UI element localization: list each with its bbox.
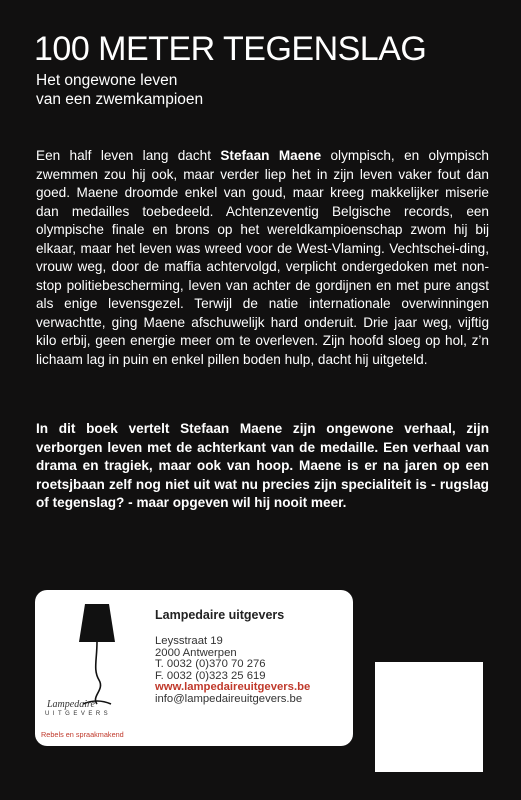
publisher-card bbox=[35, 590, 353, 746]
address-phone: T. 0032 (0)370 70 276 bbox=[155, 658, 266, 671]
publisher-website-link[interactable]: www.lampedaireuitgevers.be bbox=[155, 681, 311, 694]
subtitle-line-1: Het ongewone leven bbox=[36, 72, 178, 89]
logo-tagline: Rebels en spraakmakend bbox=[41, 730, 124, 739]
address-street: Leysstraat 19 bbox=[155, 635, 223, 647]
book-subtitle bbox=[36, 71, 203, 109]
subtitle-line-2: van een zwemkampioen bbox=[36, 91, 204, 108]
blurb-p1-rest: olympisch, en olympisch zwemmen zou hij ook, maar verder liep het in zijn leven vaker fout dan goed. Maene droomde enkel van goud, maar kreeg makkelijker miserie dan medailles toebedeeld. Achtenzeventig Belgische records, een olympische finale en brons op het wereldkampioenschap zwom hij bij elkaar, maar het leven was wreed voor de West-Vlaming. Vechtschei-ding, vrouw weg, door de maffia achtervolgd, verplicht ondergedoken met non-stop politiebescherming, leven van achter de gordijnen en met pure angst als enige levensgezel. Terwijl de natie internationale overwinningen verwachtte, ging Maene afschuwelijk hard onderuit. Drie jaar weg, vijftig kilo erbij, geen energie meer om te overleven. Zijn hoofd sloeg op hol, z’n lichaam lag in puin en enkel pillen boden hulp, dacht hij uitgeteld. bbox=[36, 148, 489, 367]
blurb-paragraph-1 bbox=[36, 147, 489, 369]
blurb-p1-start: Een half leven lang dacht bbox=[36, 148, 221, 163]
address-city: 2000 Antwerpen bbox=[155, 646, 237, 659]
publisher-name: Lampedaire uitgevers bbox=[155, 608, 285, 622]
logo-subtext: UITGEVERS bbox=[45, 711, 112, 717]
address-fax: F. 0032 (0)323 25 619 bbox=[155, 669, 266, 682]
publisher-address bbox=[155, 636, 310, 706]
barcode-area bbox=[375, 662, 483, 772]
logo-wordmark: Lampedaire bbox=[47, 699, 95, 710]
publisher-email-link[interactable]: info@lampedaireuitgevers.be bbox=[155, 692, 303, 705]
book-title: 100 METER TEGENSLAG bbox=[34, 30, 427, 68]
floor-lamp-logo-icon bbox=[47, 600, 147, 740]
blurb-p1-name: Stefaan Maene bbox=[220, 148, 322, 163]
blurb-paragraph-2: In dit boek vertelt Stefaan Maene zijn ongewone verhaal, zijn verborgen leven met de achterkant van de medaille. Een verhaal van drama en tragiek, maar ook van hoop. Maene is er na jaren op een roetsjbaan zelf nog niet uit wat nu precies zijn specialiteit is - rugslag of tegenslag? - maar opgeven wil hij nooit meer. bbox=[36, 421, 489, 510]
